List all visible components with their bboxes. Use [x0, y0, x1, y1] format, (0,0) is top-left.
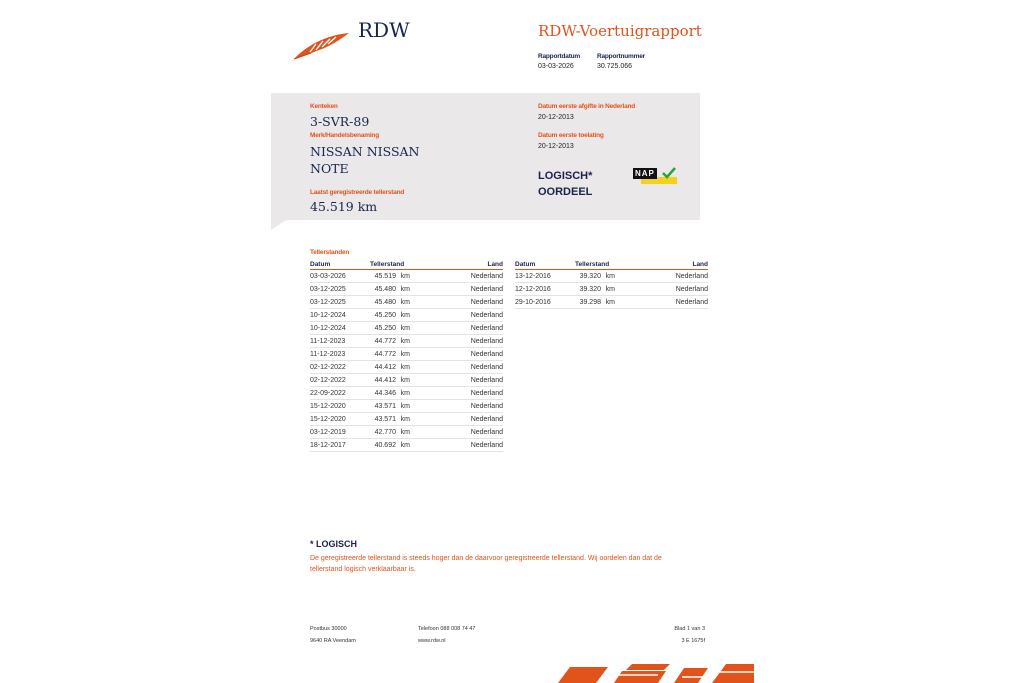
reading-country: Nederland: [619, 270, 708, 283]
decorative-stripes-icon: [548, 662, 754, 683]
odometer-label: Laatst geregistreerde tellerstand: [310, 189, 405, 196]
reading-km-value: 44.412: [374, 363, 396, 371]
reading-country: Nederland: [414, 361, 503, 374]
card-tail: [271, 220, 286, 230]
reading-km-unit: km: [400, 402, 410, 410]
table-row: [310, 309, 503, 322]
reading-country: Nederland: [414, 322, 503, 335]
reading-date: 13-12-2016: [515, 270, 575, 283]
reading-km-unit: km: [400, 428, 410, 436]
reading-km-value: 44.772: [374, 337, 396, 345]
footer-page: Blad 1 van 3: [674, 626, 705, 632]
col-km-header: Tellerstand: [575, 260, 619, 270]
footer-website: www.rdw.nl: [418, 638, 446, 644]
reading-date: 02-12-2022: [310, 374, 370, 387]
reading-km-value: 39.298: [579, 298, 601, 306]
reading-date: 03-12-2025: [310, 296, 370, 309]
footer-phone: Telefoon 088 008 74 47: [418, 626, 476, 632]
reading-km-unit: km: [400, 441, 410, 449]
report-date-label: Rapportdatum: [538, 53, 581, 60]
reading-km-unit: km: [605, 298, 615, 306]
reading-km: [370, 348, 414, 361]
table-header-row: [310, 260, 503, 270]
reading-km-unit: km: [605, 272, 615, 280]
odometer-value: 45.519 km: [310, 199, 378, 214]
reading-country: Nederland: [414, 296, 503, 309]
make-value-line2: NOTE: [310, 161, 349, 176]
plate-value: 3-SVR-89: [310, 114, 370, 129]
reading-country: Nederland: [414, 413, 503, 426]
reading-km-value: 45.250: [374, 311, 396, 319]
reading-country: Nederland: [414, 374, 503, 387]
reading-km-unit: km: [400, 324, 410, 332]
reading-country: Nederland: [619, 296, 708, 309]
reading-km-unit: km: [400, 285, 410, 293]
reading-km-unit: km: [400, 272, 410, 280]
footer-address: 9640 RA Veendam: [310, 638, 356, 644]
rdw-logo-icon: [292, 30, 352, 62]
reading-country: Nederland: [414, 387, 503, 400]
reading-country: Nederland: [414, 400, 503, 413]
reading-date: 12-12-2016: [515, 283, 575, 296]
col-date-header: Datum: [515, 260, 575, 270]
reading-km: [370, 387, 414, 400]
reading-date: 11-12-2023: [310, 348, 370, 361]
reading-km-unit: km: [400, 376, 410, 384]
table-header-row: [515, 260, 708, 270]
reading-km-value: 44.772: [374, 350, 396, 358]
reading-km-unit: km: [605, 285, 615, 293]
reading-country: Nederland: [414, 426, 503, 439]
table-row: [515, 270, 708, 283]
table-row: [310, 322, 503, 335]
reading-km-value: 45.519: [374, 272, 396, 280]
reading-km-unit: km: [400, 311, 410, 319]
reading-country: Nederland: [414, 270, 503, 283]
reading-country: Nederland: [414, 348, 503, 361]
reading-km-value: 40.692: [374, 441, 396, 449]
reading-km-value: 45.480: [374, 285, 396, 293]
footer-code: 3 E 1675f: [681, 638, 705, 644]
report-number-label: Rapportnummer: [597, 53, 645, 60]
table-row: [310, 413, 503, 426]
reading-km: [370, 361, 414, 374]
table-row: [310, 387, 503, 400]
reading-date: 11-12-2023: [310, 335, 370, 348]
reading-country: Nederland: [414, 309, 503, 322]
reading-km-value: 44.346: [374, 389, 396, 397]
reading-km: [370, 374, 414, 387]
reading-km-unit: km: [400, 363, 410, 371]
make-label: Merk/Handelsbenaming: [310, 132, 379, 139]
col-country-header: Land: [414, 260, 503, 270]
checkmark-icon: [661, 167, 677, 179]
footer-postbus: Postbus 30000: [310, 626, 347, 632]
table-row: [310, 348, 503, 361]
table-row: [310, 439, 503, 452]
readings-table-left: [310, 260, 503, 452]
make-value-line1: NISSAN NISSAN: [310, 144, 420, 159]
reading-date: 03-03-2026: [310, 270, 370, 283]
table-row: [310, 400, 503, 413]
reading-date: 15-12-2020: [310, 413, 370, 426]
readings-title: Tellerstanden: [310, 249, 350, 256]
reading-date: 22-09-2022: [310, 387, 370, 400]
reading-km-value: 45.250: [374, 324, 396, 332]
reading-km: [370, 413, 414, 426]
reading-date: 10-12-2024: [310, 309, 370, 322]
reading-km: [575, 283, 619, 296]
reading-country: Nederland: [414, 439, 503, 452]
reading-km: [370, 322, 414, 335]
first-registration-nl-value: 20-12-2013: [538, 114, 574, 121]
first-admission-label: Datum eerste toelating: [538, 132, 604, 139]
reading-km: [370, 309, 414, 322]
reading-km-value: 44.412: [374, 376, 396, 384]
plate-label: Kenteken: [310, 103, 338, 110]
col-date-header: Datum: [310, 260, 370, 270]
reading-date: 03-12-2019: [310, 426, 370, 439]
verdict-line1: LOGISCH*: [538, 170, 593, 182]
reading-km: [575, 270, 619, 283]
readings-table-right: [515, 260, 708, 309]
table-row: [515, 296, 708, 309]
note-text: De geregistreerde tellerstand is steeds hoger dan de daarvoor geregistreerde tellerstand. Wij oordelen dan dat de tellerstand logisch verklaarbaar is.: [310, 555, 662, 573]
reading-km-value: 39.320: [579, 272, 601, 280]
report-title: RDW-Voertuigrapport: [538, 22, 702, 40]
nap-badge-label: NAP: [635, 169, 655, 178]
reading-km-unit: km: [400, 389, 410, 397]
reading-km-value: 42.770: [374, 428, 396, 436]
reading-km: [370, 296, 414, 309]
reading-km: [575, 296, 619, 309]
verdict-line2: OORDEEL: [538, 186, 593, 198]
reading-km-unit: km: [400, 350, 410, 358]
reading-km: [370, 400, 414, 413]
reading-date: 10-12-2024: [310, 322, 370, 335]
report-date: 03-03-2026: [538, 63, 574, 70]
reading-date: 03-12-2025: [310, 283, 370, 296]
reading-km: [370, 335, 414, 348]
reading-km-value: 43.571: [374, 402, 396, 410]
table-row: [310, 426, 503, 439]
reading-km-value: 43.571: [374, 415, 396, 423]
first-registration-nl-label: Datum eerste afgifte in Nederland: [538, 103, 636, 110]
reading-country: Nederland: [619, 283, 708, 296]
table-row: [310, 283, 503, 296]
nap-badge: [633, 168, 677, 184]
brand-name: RDW: [358, 18, 410, 42]
table-row: [310, 361, 503, 374]
table-row: [310, 296, 503, 309]
reading-km: [370, 270, 414, 283]
table-row: [515, 283, 708, 296]
first-admission-value: 20-12-2013: [538, 143, 574, 150]
note-title: * LOGISCH: [310, 539, 358, 549]
table-row: [310, 374, 503, 387]
reading-date: 15-12-2020: [310, 400, 370, 413]
reading-km-unit: km: [400, 415, 410, 423]
table-row: [310, 270, 503, 283]
reading-country: Nederland: [414, 335, 503, 348]
reading-km-value: 39.320: [579, 285, 601, 293]
reading-km: [370, 426, 414, 439]
reading-date: 02-12-2022: [310, 361, 370, 374]
reading-km-unit: km: [400, 337, 410, 345]
reading-date: 18-12-2017: [310, 439, 370, 452]
table-row: [310, 335, 503, 348]
reading-km: [370, 283, 414, 296]
reading-date: 29-10-2016: [515, 296, 575, 309]
reading-km: [370, 439, 414, 452]
col-km-header: Tellerstand: [370, 260, 414, 270]
reading-country: Nederland: [414, 283, 503, 296]
reading-km-unit: km: [400, 298, 410, 306]
reading-km-value: 45.480: [374, 298, 396, 306]
col-country-header: Land: [619, 260, 708, 270]
report-number: 30.725.066: [597, 63, 633, 70]
